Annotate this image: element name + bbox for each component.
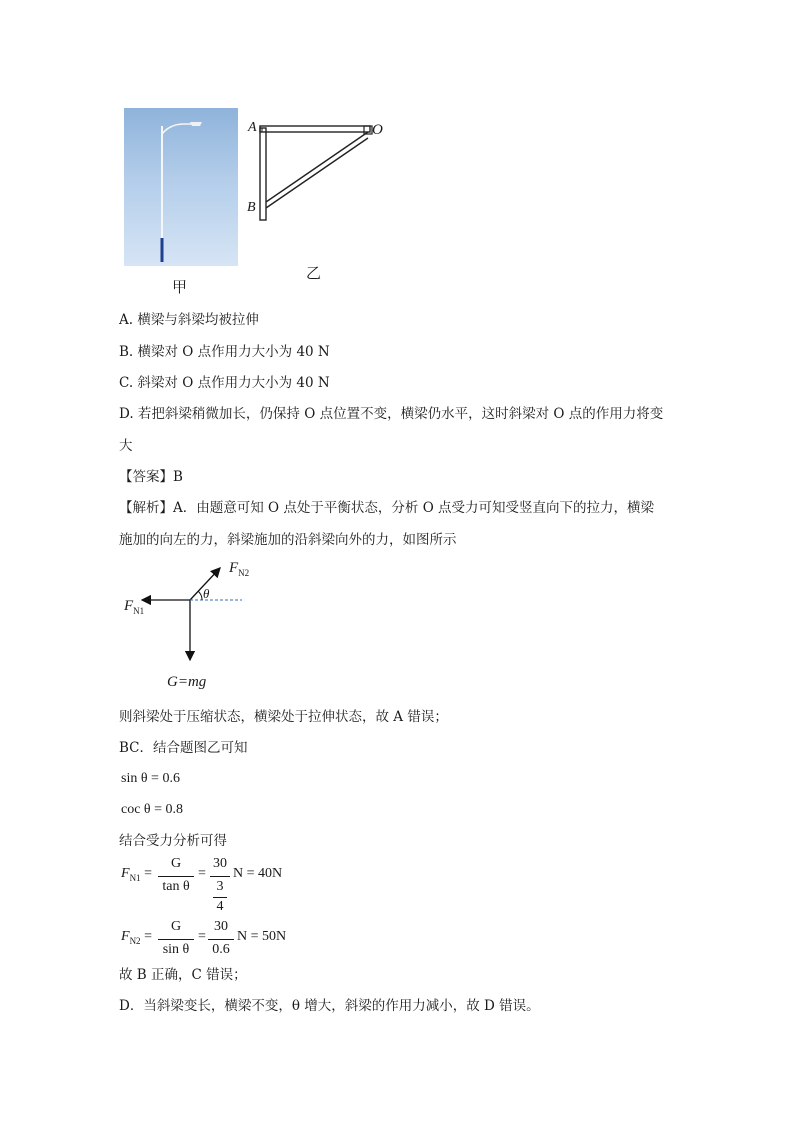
eq1-lhs: $F_{N1}$ = — [121, 866, 152, 883]
label-b: B — [247, 200, 256, 215]
eq2-den: sin θ — [162, 942, 190, 957]
label-a: A — [248, 120, 257, 135]
analysis-line7: 结合受力分析可得 — [119, 833, 227, 849]
analysis-line8: 故 B 正确，C 错误； — [119, 967, 247, 983]
analysis-line4: BC．结合题图乙可知 — [119, 740, 248, 756]
option-d-line1: D. 若把斜梁稍微加长，仍保持 O 点位置不变，横梁仍水平，这时斜梁对 O 点的作用力将变 — [119, 406, 664, 422]
eq1-mid-num: 30 — [213, 856, 227, 871]
eq2-lhs: $F_{N2}$ = — [121, 929, 152, 946]
eq2-result: N = 50N — [237, 929, 287, 944]
eq1-num: G — [170, 856, 182, 871]
option-a: A. 横梁与斜梁均被拉伸 — [119, 312, 259, 328]
fn1-label: $F_{N1}$ — [124, 598, 145, 616]
eq1-den: tan θ — [162, 879, 190, 894]
option-c: C. 斜梁对 O 点作用力大小为 40 N — [119, 375, 330, 391]
eq1-result: N = 40N — [233, 866, 283, 881]
eq1-frac-bar — [158, 876, 194, 877]
eq2-equals: = — [198, 929, 206, 944]
eq2-mid-bar — [208, 939, 234, 940]
street-lamp-icon — [124, 108, 238, 266]
fn2-label: $F_{N2}$ — [229, 560, 250, 578]
label-o: O — [372, 122, 383, 138]
eq2-mid-num: 30 — [214, 919, 228, 934]
option-b: B. 横梁对 O 点作用力大小为 40 N — [119, 344, 330, 360]
analysis-line2: 施加的向左的力，斜梁施加的沿斜梁向外的力，如图所示 — [119, 532, 457, 548]
street-lamp-photo — [124, 108, 238, 266]
cos-theta-value: coc θ = 0.8 — [121, 802, 184, 817]
eq1-mid-den-den: 4 — [216, 899, 224, 914]
eq1-mid-bar — [210, 876, 230, 877]
answer-line: 【答案】B — [119, 469, 183, 485]
theta-arc — [198, 591, 202, 600]
eq2-frac-bar — [158, 939, 194, 940]
figure-yi-caption: 乙 — [306, 264, 322, 282]
option-d-line2: 大 — [119, 438, 133, 454]
analysis-line3: 则斜梁处于压缩状态，横梁处于拉伸状态，故 A 错误； — [119, 709, 448, 725]
eq1-equals: = — [198, 866, 206, 881]
analysis-line1: 【解析】A．由题意可知 O 点处于平衡状态，分析 O 点受力可知受竖直向下的拉力，横梁 — [119, 500, 655, 516]
figure-jia-caption: 甲 — [172, 278, 188, 296]
theta-label: θ — [203, 586, 210, 601]
eq2-mid-den: 0.6 — [212, 942, 230, 957]
eq2-num: G — [170, 919, 182, 934]
eq1-mid-den-num: 3 — [216, 879, 224, 894]
gravity-label: G=mg — [167, 674, 207, 690]
sin-theta-value: sin θ = 0.6 — [121, 771, 180, 786]
analysis-line9: D．当斜梁变长，横梁不变，θ 增大，斜梁的作用力减小，故 D 错误。 — [119, 998, 540, 1014]
eq1-inner-bar — [213, 897, 227, 898]
